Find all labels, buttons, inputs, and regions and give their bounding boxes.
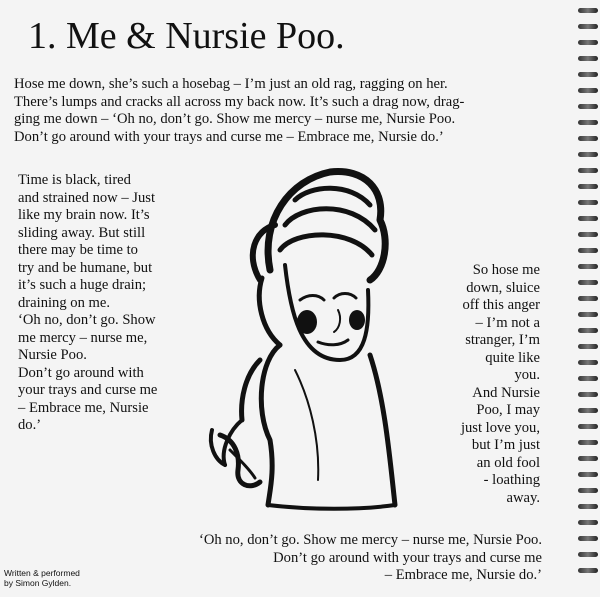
intro-line: There’s lumps and cracks all across my back now. It’s such a drag now, drag- bbox=[14, 93, 465, 110]
verse-line: an old fool bbox=[476, 454, 540, 471]
verse-line: Time is black, tired bbox=[18, 172, 131, 188]
nurse-illustration bbox=[200, 160, 420, 520]
spiral-coil bbox=[578, 248, 598, 253]
intro-line: ging me down – ‘Oh no, don’t go. Show me mercy – nurse me, Nursie Poo. bbox=[14, 111, 456, 127]
spiral-coil bbox=[578, 296, 598, 301]
spiral-coil bbox=[578, 72, 598, 77]
spiral-coil bbox=[578, 328, 598, 333]
spiral-coil bbox=[578, 488, 598, 493]
spiral-coil bbox=[578, 40, 598, 45]
spiral-coil bbox=[578, 136, 598, 141]
spiral-coil bbox=[578, 280, 598, 285]
verse-line: – Embrace me, Nursie bbox=[18, 399, 149, 416]
credits-line: Written & performed bbox=[4, 568, 80, 578]
spiral-coil bbox=[578, 56, 598, 61]
spiral-coil bbox=[578, 312, 598, 317]
spiral-coil bbox=[578, 232, 598, 237]
spiral-coil bbox=[578, 536, 598, 541]
spiral-coil bbox=[578, 264, 598, 269]
spiral-coil bbox=[578, 408, 598, 413]
verse-line: away. bbox=[506, 489, 540, 506]
verse-line: - loathing bbox=[483, 472, 540, 488]
spiral-coil bbox=[578, 8, 598, 13]
credits bbox=[4, 568, 80, 588]
verse-line: – I’m not a bbox=[475, 314, 540, 331]
spiral-coil bbox=[578, 184, 598, 189]
verse-line: Don’t go around with bbox=[18, 364, 144, 381]
spiral-coil bbox=[578, 424, 598, 429]
spiral-coil bbox=[578, 88, 598, 93]
verse-line: sliding away. But still bbox=[18, 224, 146, 241]
spiral-coil bbox=[578, 360, 598, 365]
spiral-coil bbox=[578, 568, 598, 573]
chorus-verse bbox=[72, 532, 542, 585]
spiral-coil bbox=[578, 344, 598, 349]
spiral-coil bbox=[578, 440, 598, 445]
spiral-binding bbox=[574, 8, 600, 593]
verse-line: Nursie Poo. bbox=[18, 347, 87, 363]
page-title: 1. Me & Nursie Poo. bbox=[28, 15, 345, 57]
verse-line: it’s such a huge drain; bbox=[18, 277, 147, 293]
verse-line: but I’m just bbox=[471, 437, 540, 453]
verse-line: your trays and curse me bbox=[18, 382, 158, 398]
spiral-coil bbox=[578, 24, 598, 29]
verse-line: ‘Oh no, don’t go. Show bbox=[18, 312, 156, 328]
spiral-coil bbox=[578, 520, 598, 525]
spiral-coil bbox=[578, 200, 598, 205]
verse-line: down, sluice bbox=[466, 279, 540, 296]
verse-line: Poo, I may bbox=[476, 402, 540, 418]
spiral-coil bbox=[578, 472, 598, 477]
spiral-coil bbox=[578, 376, 598, 381]
intro-line: Hose me down, she’s such a hosebag – I’m just an old rag, ragging on her. bbox=[14, 76, 448, 92]
spiral-coil bbox=[578, 152, 598, 157]
verse-line: So hose me bbox=[472, 262, 540, 278]
verse-line: just love you, bbox=[460, 419, 540, 436]
intro-verse bbox=[14, 76, 569, 146]
spiral-coil bbox=[578, 552, 598, 557]
verse-line: you. bbox=[514, 367, 540, 383]
verse-line: there may be time to bbox=[18, 242, 138, 258]
right-verse bbox=[420, 262, 540, 507]
credits-line: by Simon Gylden. bbox=[4, 578, 72, 588]
spiral-coil bbox=[578, 104, 598, 109]
verse-line: like my brain now. It’s bbox=[18, 207, 150, 223]
verse-line: do.’ bbox=[18, 417, 42, 433]
verse-line: me mercy – nurse me, bbox=[18, 329, 148, 346]
spiral-coil bbox=[578, 392, 598, 397]
verse-line: off this anger bbox=[462, 297, 540, 313]
chorus-line: ‘Oh no, don’t go. Show me mercy – nurse me, Nursie Poo. bbox=[198, 532, 542, 548]
verse-line: quite like bbox=[485, 349, 540, 366]
verse-line: try and be humane, but bbox=[18, 259, 153, 276]
chorus-line: Don’t go around with your trays and curse me bbox=[273, 549, 542, 566]
spiral-coil bbox=[578, 120, 598, 125]
left-verse bbox=[18, 172, 208, 435]
verse-line: And Nursie bbox=[472, 384, 540, 401]
spiral-coil bbox=[578, 168, 598, 173]
intro-line: Don’t go around with your trays and curse me – Embrace me, Nursie do.’ bbox=[14, 128, 444, 145]
spiral-coil bbox=[578, 216, 598, 221]
spiral-coil bbox=[578, 456, 598, 461]
verse-line: and strained now – Just bbox=[18, 189, 156, 206]
chorus-line: – Embrace me, Nursie do.’ bbox=[384, 567, 542, 583]
spiral-coil bbox=[578, 504, 598, 509]
verse-line: stranger, I’m bbox=[465, 332, 540, 348]
verse-line: draining on me. bbox=[18, 294, 111, 311]
